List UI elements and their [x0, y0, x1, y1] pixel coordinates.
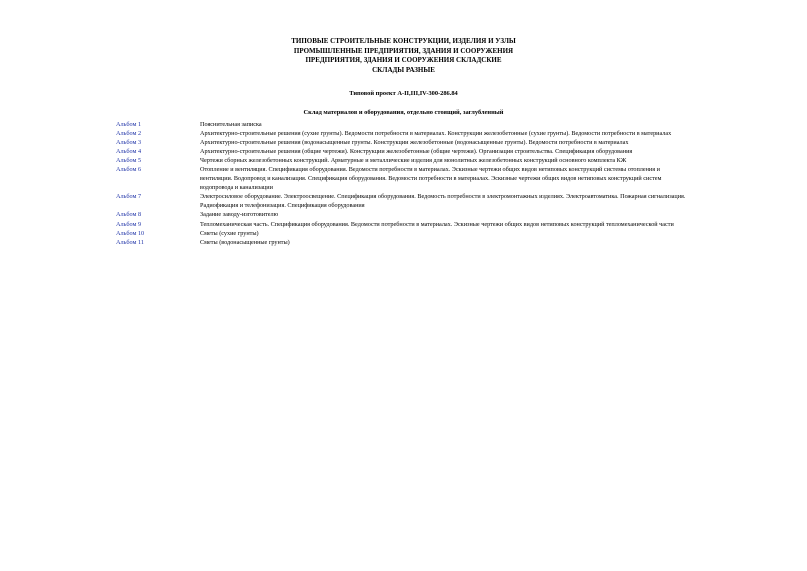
album-row — [116, 210, 686, 219]
album-row — [116, 165, 686, 192]
album-link-10[interactable]: Альбом 10 — [116, 229, 145, 237]
album-link-4[interactable]: Альбом 4 — [116, 148, 142, 156]
album-link-9[interactable]: Альбом 9 — [116, 220, 142, 228]
album-link-8[interactable]: Альбом 8 — [116, 211, 142, 219]
heading-line-4: СКЛАДЫ РАЗНЫЕ — [372, 65, 435, 74]
album-link-1[interactable]: Альбом 1 — [116, 121, 142, 128]
album-description: Архитектурно-строительные решения (общие чертежи). Конструкции железобетонные (общие чертежи). Организация строительства. Спецификация оборудования — [200, 148, 633, 156]
album-row — [116, 147, 686, 156]
album-description: Задание заводу-изготовителю — [200, 211, 279, 219]
document-heading — [0, 37, 807, 75]
album-description: Архитектурно-строительные решения (водонасыщенные грунты. Конструкции железобетонные (водонасыщенные грунты). Ведомости потребности в материалах — [200, 139, 629, 147]
album-link-5[interactable]: Альбом 5 — [116, 157, 142, 165]
album-description: Тепломеханическая часть. Спецификация оборудования. Ведомости потребности в материалах. Эскизные чертежи общих видов нетиповых конструкций тепломеханической части — [200, 220, 674, 228]
project-number: Типовой проект А-II,III,IV-300-286.84 — [349, 90, 458, 97]
album-row — [116, 192, 686, 210]
heading-line-1: ТИПОВЫЕ СТРОИТЕЛЬНЫЕ КОНСТРУКЦИИ, ИЗДЕЛИЯ И УЗЛЫ — [291, 37, 516, 45]
album-row — [116, 220, 686, 229]
album-description: Отопление и вентиляция. Спецификация оборудования. Ведомости потребности в материалах. Эскизные чертежи общих видов нетиповых конструкций системы отопления и вентиляции. Водопровод и канализация. Спецификация оборудования. Ведомости потребности в материалах. Эскизные чертежи общих видов нетиповых конструкций систем водопровода и канализации — [200, 166, 662, 192]
album-row — [116, 120, 686, 129]
heading-line-2: ПРОМЫШЛЕННЫЕ ПРЕДПРИЯТИЯ, ЗДАНИЯ И СООРУЖЕНИЯ — [293, 46, 514, 55]
album-description: Архитектурно-строительные решения (сухие грунты). Ведомости потребности в материалах. Конструкции железобетонные (сухие грунты). Ведомости потребности в материалах — [200, 130, 672, 138]
album-row — [116, 138, 686, 147]
album-description: Пояснительная записка — [200, 121, 262, 128]
album-row — [116, 229, 686, 238]
album-row — [116, 156, 686, 165]
album-row — [116, 238, 686, 247]
heading-line-3: ПРЕДПРИЯТИЯ, ЗДАНИЯ И СООРУЖЕНИЯ СКЛАДСКИЕ — [305, 56, 502, 65]
album-link-11[interactable]: Альбом 11 — [116, 238, 144, 246]
album-link-6[interactable]: Альбом 6 — [116, 166, 142, 174]
album-description: Чертежи сборных железобетонных конструкций. Арматурные и металлические изделия для монолитных железобетонных конструкций основного комплекта КЖ — [200, 157, 627, 165]
album-link-2[interactable]: Альбом 2 — [116, 130, 142, 138]
album-link-3[interactable]: Альбом 3 — [116, 139, 142, 147]
album-description: Сметы (сухие грунты) — [200, 229, 259, 237]
album-list — [116, 120, 686, 247]
album-description: Сметы (водонасыщенные грунты) — [200, 238, 290, 246]
album-description: Электросиловое оборудование. Электроосвещение. Спецификация оборудования. Ведомость потребности в электромонтажных изделиях. Электроавтоматика. Пожарная сигнализация. Радиофикация и телефонизация. Спецификация оборудования — [200, 193, 686, 210]
album-row — [116, 129, 686, 138]
project-title: Склад материалов и оборудования, отдельно стоящий, заглубленный — [303, 109, 504, 116]
album-link-7[interactable]: Альбом 7 — [116, 193, 142, 201]
